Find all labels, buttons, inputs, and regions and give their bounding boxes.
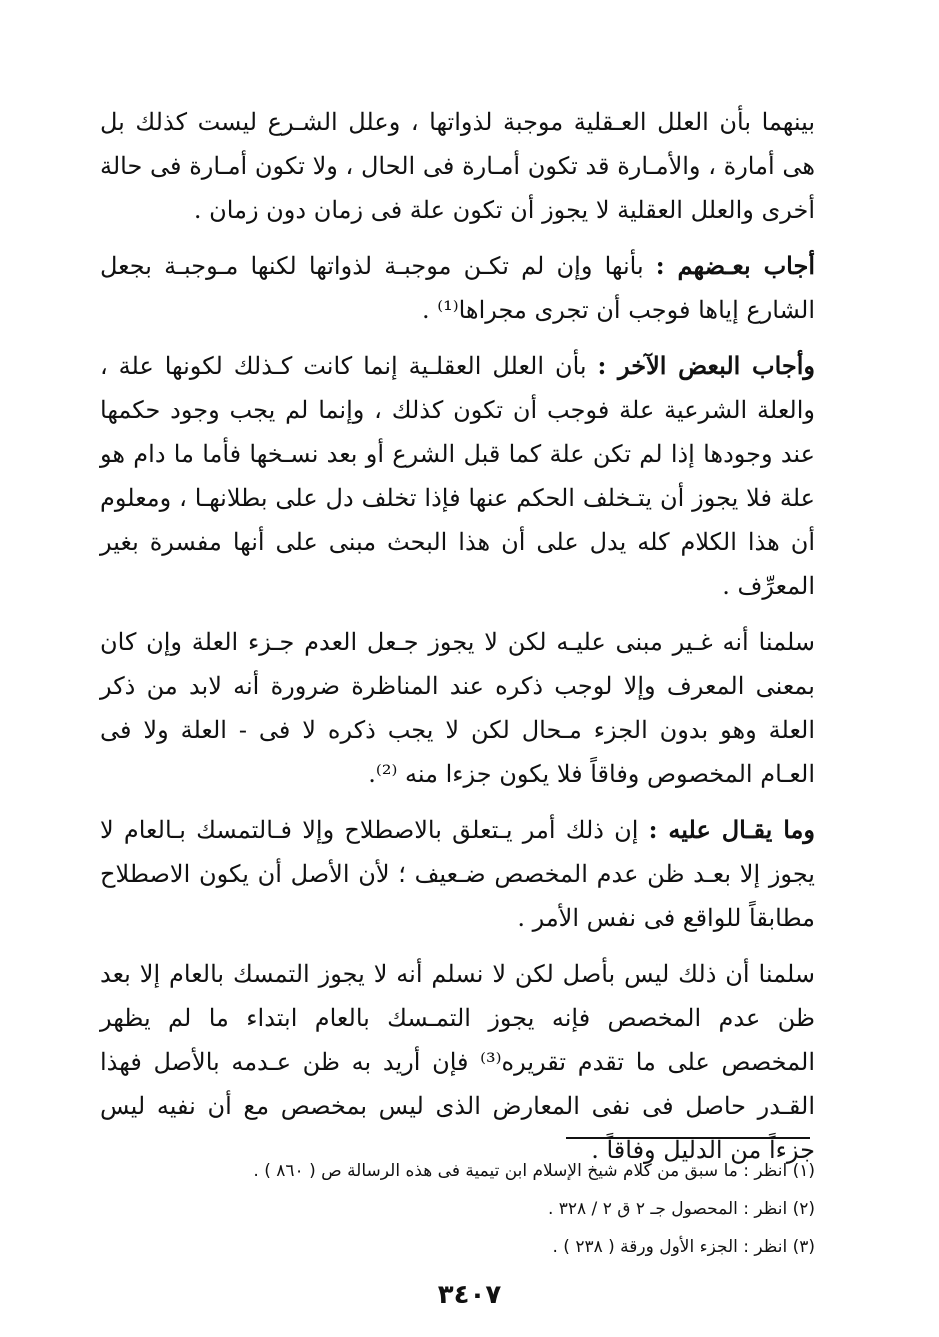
paragraph bbox=[100, 244, 815, 332]
paragraph-text: سلمنا أن ذلك ليس بأصل لكن لا نسلم أنه لا يجوز التمسك بالعام إلا بعد ظن عدم المخصص فإنه يجوز التمـسك بالعام ابتداء ما لم يظهر المخصص على ما تقدم تقريره⁽³⁾ فإن أريد به ظن عـدمه بالأصل فهذا القـدر حاصل فى نفى المعارض الذى ليس بمخصص مع أن نفيه ليس جزءاً من الدليل وفاقاً . bbox=[100, 960, 815, 1164]
paragraph bbox=[100, 620, 815, 796]
paragraph bbox=[100, 808, 815, 940]
paragraph-lead: أجاب بعـضهم : bbox=[655, 251, 815, 280]
footnote: (٢) انظر : المحصول جـ ٢ ق ٢ / ٣٢٨ . bbox=[547, 1199, 815, 1219]
main-text bbox=[100, 100, 815, 1184]
paragraph-text: بينهما بأن العلل العـقلية موجبة لذواتها ، وعلل الشـرع ليست كذلك بل هى أمارة ، والأمـارة قد تكون أمـارة فى الحال ، ولا تكون أمـارة فى حالة أخرى والعلل العقلية لا يجوز أن تكون علة فى زمان دون زمان . bbox=[100, 108, 815, 224]
paragraph bbox=[100, 100, 815, 232]
paragraph-text: سلمنا أنه غـير مبنى عليـه لكن لا يجوز جـعل العدم جـزء العلة وإن كان بمعنى المعرف وإلا لوجب ذكره عند المناظرة ضرورة أنه لابد من ذكر العلة وهو بدون الجزء مـحال لكن لا يجب ذكره لا فى - العلة ولا فى العـام المخصوص وفاقاً فلا يكون جزءا منه ⁽²⁾. bbox=[100, 628, 815, 788]
paragraph-text: إن ذلك أمر يـتعلق بالاصطلاح وإلا فـالتمسك بـالعام لا يجوز إلا بعـد ظن عدم المخصص ضـعيف ؛ لأن الأصل أن يكون الاصطلاح مطابقاً للواقع فى نفس الأمر . bbox=[100, 816, 815, 932]
paragraph bbox=[100, 344, 815, 608]
page-number: ٣٤٠٧ bbox=[437, 1280, 502, 1310]
paragraph-text: بأن العلل العقلـية إنما كانت كـذلك لكونها علة ، والعلة الشرعية علة فوجب أن تكون كذلك ، وإنما لم يجب وجود حكمها عند وجودها إذا لم تكن علة كما قبل الشرع أو بعد نسـخها فأما ما دام هو علة فلا يجوز أن يتـخلف الحكم عنها فإذا تخلف دل على بطلانهـا ، ومعلوم أن هذا الكلام كله يدل على أن هذا البحث مبنى على أنها مفسرة بغير المعرِّف . bbox=[100, 352, 815, 600]
footnote-separator bbox=[566, 1137, 810, 1139]
footnote: (١) انظر : ما سبق من كلام شيخ الإسلام ابن تيمية فى هذه الرسالة ص ( ٨٦٠ ) . bbox=[253, 1161, 815, 1181]
paragraph-lead: وأجاب البعض الآخر : bbox=[597, 351, 815, 380]
paragraph bbox=[100, 952, 815, 1172]
paragraph-lead: وما يقـال عليه : bbox=[648, 815, 815, 844]
footnote: (٣) انظر : الجزء الأول ورقة ( ٢٣٨ ) . bbox=[552, 1237, 815, 1257]
paragraph-text: بأنها وإن لم تكـن موجبـة لذواتها لكنها مـوجبـة بجعل الشارع إياها فوجب أن تجرى مجراها⁽¹⁾ . bbox=[100, 252, 815, 324]
footnotes bbox=[100, 1152, 815, 1266]
